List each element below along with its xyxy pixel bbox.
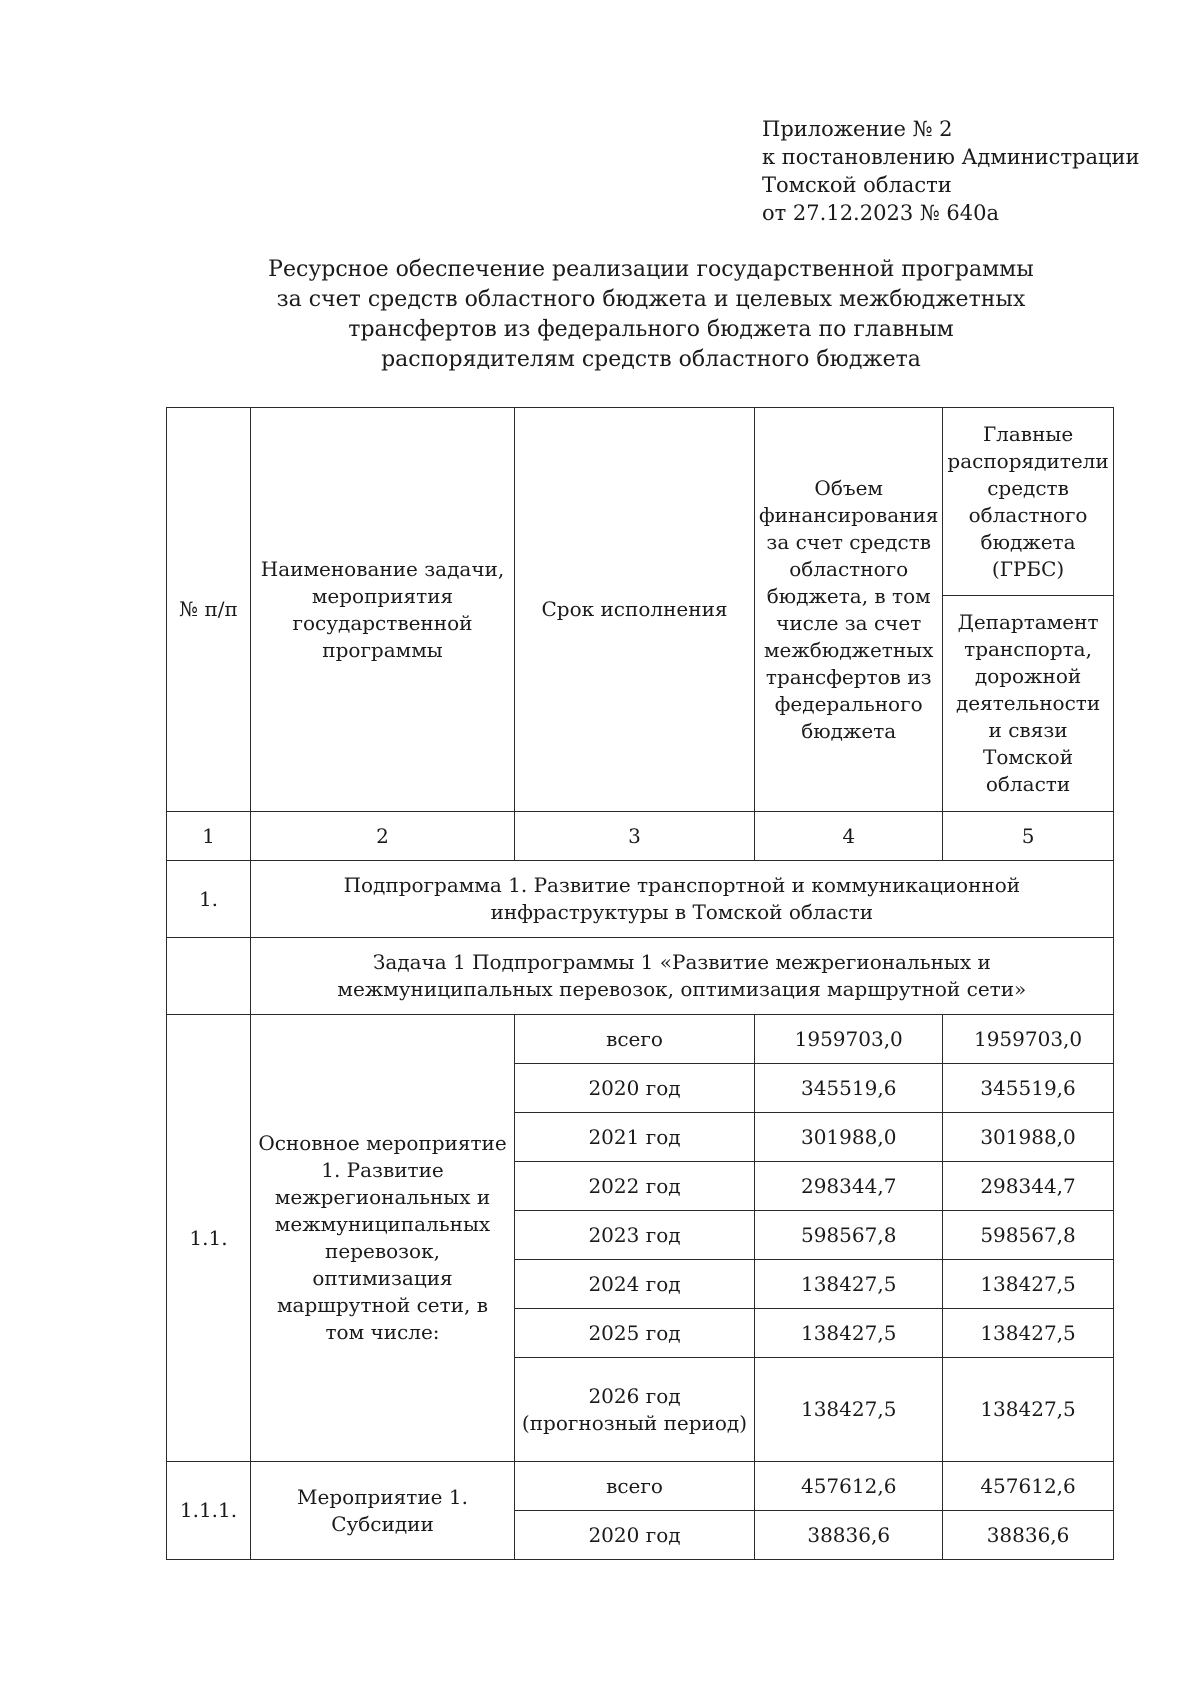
- header-term: Срок исполнения: [515, 408, 755, 812]
- appendix-line: Приложение № 2: [762, 117, 953, 141]
- task-num: [167, 938, 251, 1015]
- volume-cell: 138427,5: [755, 1260, 943, 1309]
- column-number-row: [167, 812, 1114, 861]
- title-line: Ресурсное обеспечение реализации государственной программы: [268, 257, 1034, 282]
- budget-table: [166, 407, 1114, 1560]
- volume-cell: 457612,6: [755, 1462, 943, 1511]
- volume-cell: 298344,7: [755, 1162, 943, 1211]
- term-cell: 2023 год: [515, 1211, 755, 1260]
- activity-num: 1.1.: [167, 1015, 251, 1462]
- term-cell: 2020 год: [515, 1511, 755, 1560]
- term-cell: 2022 год: [515, 1162, 755, 1211]
- header-name: Наименование задачи, мероприятия государственной программы: [251, 408, 515, 812]
- column-number: 5: [943, 812, 1113, 861]
- activity-name: Мероприятие 1. Субсидии: [251, 1462, 515, 1560]
- appendix-line: Томской области: [762, 173, 952, 197]
- header-volume: Объем финансирования за счет средств областного бюджета, в том числе за счет межбюджетных трансфертов из федерального бюджета: [755, 408, 943, 812]
- subprogram-num: 1.: [167, 861, 251, 938]
- term-cell: всего: [515, 1462, 755, 1511]
- appendix-line: к постановлению Администрации: [762, 145, 1140, 169]
- grbs-cell: 138427,5: [943, 1358, 1113, 1462]
- grbs-cell: 138427,5: [943, 1309, 1113, 1358]
- column-number: 4: [755, 812, 943, 861]
- grbs-cell: 598567,8: [943, 1211, 1113, 1260]
- header-num: № п/п: [167, 408, 251, 812]
- task-title: Задача 1 Подпрограммы 1 «Развитие межрегиональных и межмуниципальных перевозок, оптимизация маршрутной сети»: [251, 938, 1114, 1015]
- column-number: 1: [167, 812, 251, 861]
- volume-cell: 138427,5: [755, 1309, 943, 1358]
- term-cell: 2024 год: [515, 1260, 755, 1309]
- title-line: за счет средств областного бюджета и целевых межбюджетных: [276, 287, 1026, 312]
- term-cell: 2025 год: [515, 1309, 755, 1358]
- term-cell: 2020 год: [515, 1064, 755, 1113]
- column-number: 3: [515, 812, 755, 861]
- appendix-block: [762, 115, 1140, 227]
- volume-cell: 38836,6: [755, 1511, 943, 1560]
- subprogram-title: Подпрограмма 1. Развитие транспортной и коммуникационной инфраструктуры в Томской области: [251, 861, 1114, 938]
- document-title: [166, 255, 1136, 375]
- activity-name: Основное мероприятие 1. Развитие межрегиональных и межмуниципальных перевозок, оптимизация маршрутной сети, в том числе:: [251, 1015, 515, 1462]
- term-cell: 2026 год (прогнозный период): [515, 1358, 755, 1462]
- volume-cell: 301988,0: [755, 1113, 943, 1162]
- grbs-cell: 301988,0: [943, 1113, 1113, 1162]
- title-line: распорядителям средств областного бюджета: [381, 347, 921, 372]
- volume-cell: 1959703,0: [755, 1015, 943, 1064]
- volume-cell: 345519,6: [755, 1064, 943, 1113]
- subprogram-row: [167, 861, 1114, 938]
- table-row: [167, 1462, 1114, 1511]
- volume-cell: 598567,8: [755, 1211, 943, 1260]
- appendix-line: от 27.12.2023 № 640а: [762, 201, 999, 225]
- grbs-cell: 345519,6: [943, 1064, 1113, 1113]
- grbs-cell: 138427,5: [943, 1260, 1113, 1309]
- term-cell: 2021 год: [515, 1113, 755, 1162]
- task-row: [167, 938, 1114, 1015]
- volume-cell: 138427,5: [755, 1358, 943, 1462]
- grbs-cell: 38836,6: [943, 1511, 1113, 1560]
- title-line: трансфертов из федерального бюджета по главным: [348, 317, 954, 342]
- grbs-cell: 1959703,0: [943, 1015, 1113, 1064]
- header-grbs-department: Департамент транспорта, дорожной деятельности и связи Томской области: [943, 596, 1113, 812]
- grbs-cell: 298344,7: [943, 1162, 1113, 1211]
- header-row: [167, 408, 1114, 596]
- grbs-cell: 457612,6: [943, 1462, 1113, 1511]
- header-grbs: Главные распорядители средств областного бюджета (ГРБС): [943, 408, 1113, 596]
- table-row: [167, 1015, 1114, 1064]
- term-cell: всего: [515, 1015, 755, 1064]
- activity-num: 1.1.1.: [167, 1462, 251, 1560]
- column-number: 2: [251, 812, 515, 861]
